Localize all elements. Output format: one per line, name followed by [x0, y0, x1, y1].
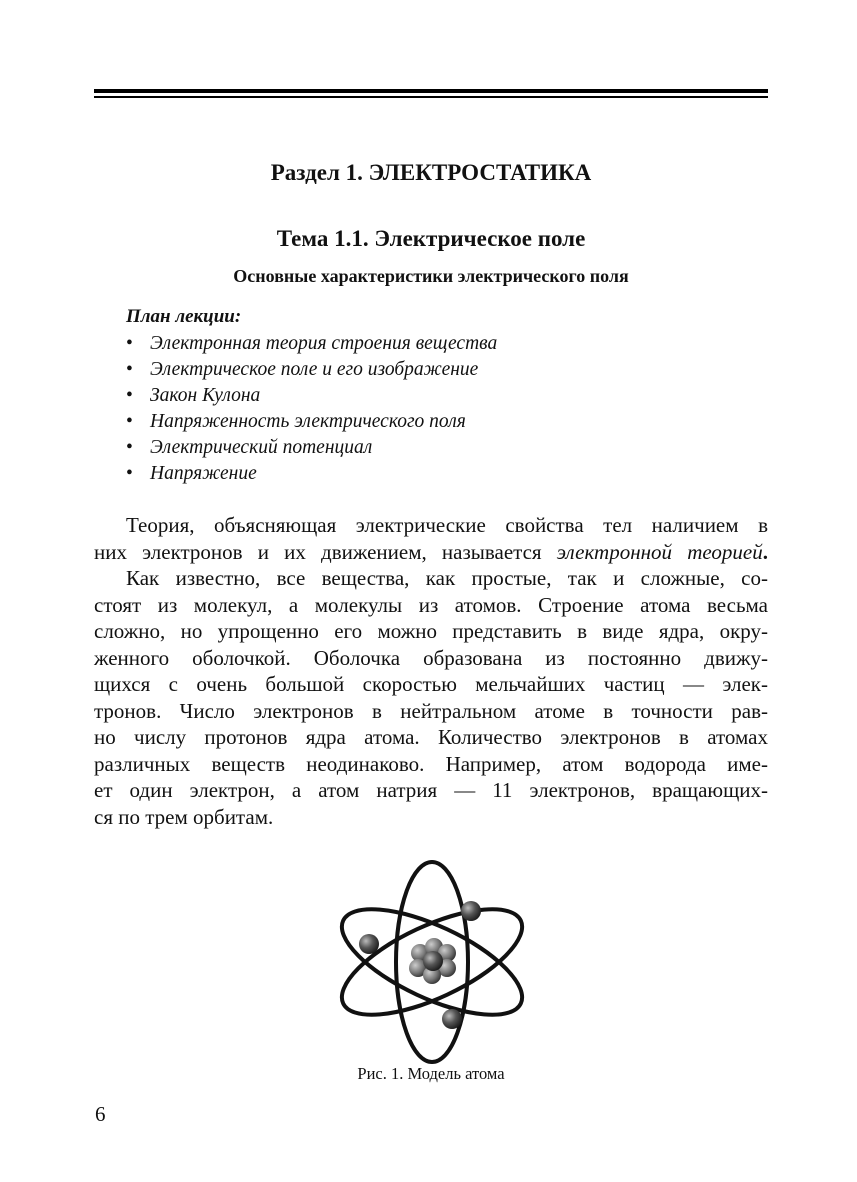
text-line: ет один электрон, а атом натрия — 11 электронов, вращающих-	[94, 778, 768, 802]
text-line: но числу протонов ядра атома. Количество электронов в атомах	[94, 725, 768, 749]
plan-item-text: Закон Кулона	[150, 385, 261, 406]
section-title: Раздел 1. ЭЛЕКТРОСТАТИКА	[270, 160, 592, 185]
electron	[461, 901, 481, 921]
text-line: Как известно, все вещества, как простые, так и сложные, со-	[126, 566, 768, 590]
plan-list	[126, 331, 497, 487]
plan-item	[126, 357, 497, 383]
text-line: женного оболочкой. Оболочка образована из постоянно движу-	[94, 645, 768, 670]
plan-label: План лекции:	[126, 306, 242, 327]
header-rule-thin	[94, 96, 768, 98]
subtitle: Основные характеристики электрического поля	[233, 266, 629, 286]
plan-item	[126, 435, 497, 461]
plan-item-text: Электронная теория строения вещества	[150, 333, 498, 354]
text-line: тронов. Число электронов в нейтральном атоме в точности рав-	[94, 698, 768, 723]
plan-item	[126, 331, 497, 357]
bullet-icon: •	[126, 385, 133, 406]
bullet-icon: •	[126, 463, 133, 484]
atom-model-icon	[330, 855, 530, 1065]
bullet-icon: •	[126, 359, 133, 380]
plan-item-text: Напряженность электрического поля	[150, 411, 466, 432]
header-rule-thick	[94, 89, 768, 93]
text-line: сложно, но упрощенно его можно представить в виде ядра, окру-	[94, 619, 768, 643]
text-line: ся по трем орбитам.	[94, 804, 274, 829]
figure-caption: Рис. 1. Модель атома	[357, 1064, 505, 1083]
plan-item	[126, 383, 497, 409]
plan-item	[126, 461, 497, 487]
bullet-icon: •	[126, 411, 133, 432]
bullet-icon: •	[126, 437, 133, 458]
plan-item-text: Электрическое поле и его изображение	[150, 359, 479, 380]
text-fragment: .	[762, 539, 768, 564]
plan-item-text: Электрический потенциал	[150, 437, 373, 458]
text-line: различных веществ неодинаково. Например, атом водорода име-	[94, 751, 768, 776]
page-number: 6	[95, 1102, 106, 1126]
nucleus	[409, 938, 456, 984]
term-emphasis: электронной теорией	[556, 539, 763, 564]
electron	[359, 934, 379, 954]
text-fragment: них электронов и их движением, называется	[94, 539, 542, 564]
text-line: Теория, объясняющая электрические свойства тел наличием в	[126, 513, 768, 537]
text-line: стоят из молекул, а молекулы из атомов. Строение атома весьма	[94, 592, 768, 617]
plan-item-text: Напряжение	[150, 463, 257, 484]
body-text	[94, 512, 768, 830]
text-line	[94, 539, 768, 566]
bullet-icon: •	[126, 333, 133, 354]
plan-item	[126, 409, 497, 435]
topic-title: Тема 1.1. Электрическое поле	[276, 226, 586, 251]
text-line: щихся с очень большой скоростью мельчайших частиц — элек-	[94, 672, 768, 696]
electron	[442, 1009, 462, 1029]
